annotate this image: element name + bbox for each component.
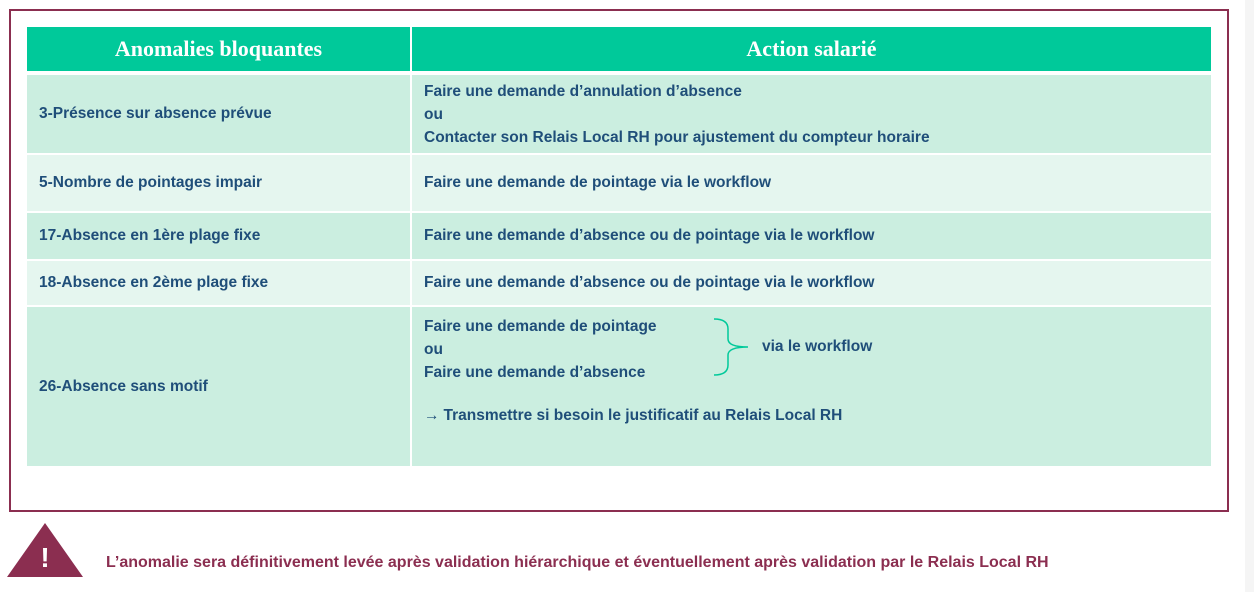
brace-label: via le workflow <box>762 338 873 355</box>
action-line: Faire une demande d’annulation d’absence <box>424 82 742 100</box>
table-row <box>27 212 1211 260</box>
anomalies-table <box>27 27 1211 468</box>
table-header-row <box>27 27 1211 73</box>
action-line: ou <box>424 105 443 123</box>
action-cell <box>411 73 1211 154</box>
action-line: Faire une demande d’absence <box>424 364 646 381</box>
table-row <box>27 154 1211 212</box>
action-cell <box>411 306 1211 467</box>
arrow-right-icon: → <box>424 407 440 424</box>
anomaly-cell: 5-Nombre de pointages impair <box>27 154 411 212</box>
action-lines <box>424 315 657 384</box>
warning-triangle-icon <box>6 522 84 578</box>
action-cell: Faire une demande de pointage via le workflow <box>411 154 1211 212</box>
transmit-note-text: Transmettre si besoin le justificatif au Relais Local RH <box>443 407 843 424</box>
curly-brace-icon <box>710 317 754 377</box>
action-cell: Faire une demande d’absence ou de pointage via le workflow <box>411 260 1211 306</box>
scrollbar-track[interactable] <box>1245 0 1254 592</box>
action-cell: Faire une demande d’absence ou de pointage via le workflow <box>411 212 1211 260</box>
anomaly-cell: 26-Absence sans motif <box>27 306 411 467</box>
table-row <box>27 73 1211 154</box>
action-line: Faire une demande de pointage <box>424 318 657 335</box>
table-row <box>27 260 1211 306</box>
transmit-note <box>424 404 842 427</box>
action-line: Contacter son Relais Local RH pour ajustement du compteur horaire <box>424 128 930 146</box>
header-action: Action salarié <box>411 27 1211 73</box>
warning-message: L’anomalie sera définitivement levée après validation hiérarchique et éventuellement après validation par le Relais Local RH <box>106 554 1049 571</box>
action-line: ou <box>424 341 443 358</box>
anomaly-cell: 18-Absence en 2ème plage fixe <box>27 260 411 306</box>
table-row <box>27 306 1211 467</box>
warning-symbol: ! <box>40 542 50 573</box>
anomaly-cell: 3-Présence sur absence prévue <box>27 73 411 154</box>
header-anomalies: Anomalies bloquantes <box>27 27 411 73</box>
anomaly-cell: 17-Absence en 1ère plage fixe <box>27 212 411 260</box>
content-frame <box>9 9 1229 512</box>
